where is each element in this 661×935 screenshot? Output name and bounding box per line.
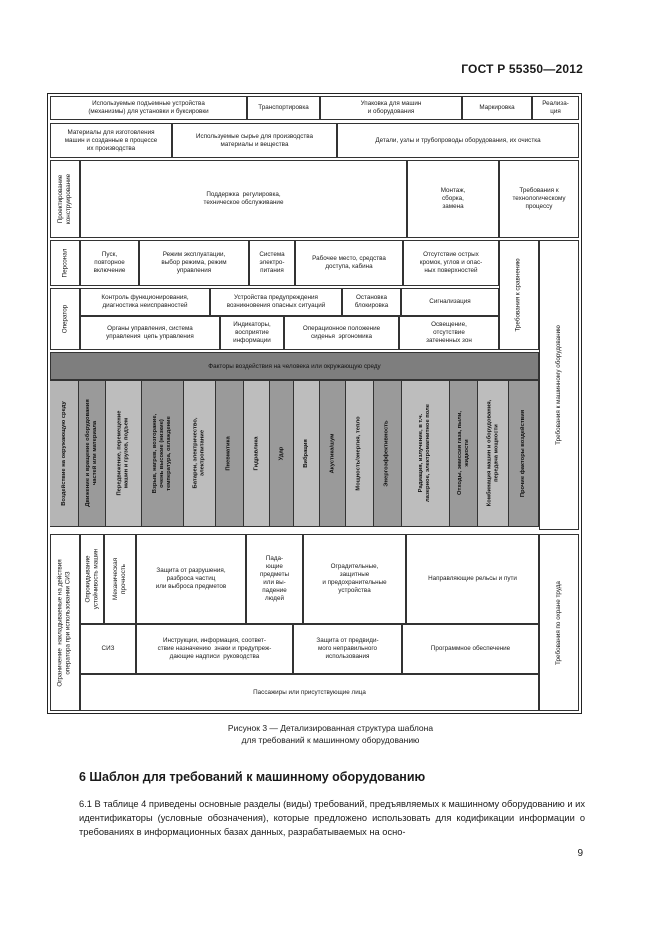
factor-column: Акустика/шум (320, 380, 346, 526)
factor-column: Радиация, излучение, в т.ч. лазерное, электромагнитное поле (402, 380, 450, 526)
diagnostics-cell: Контроль функционирования, диагностика неисправностей (80, 288, 210, 316)
factor-column: Прочие факторы воздействия (509, 380, 539, 526)
factor-column: Батареи, электричество, электропитание (184, 380, 216, 526)
factor-column: Энергоэффективность (374, 380, 402, 526)
rails-cell: Направляющие рельсы и пути (406, 534, 539, 624)
raw-materials-cell: Используемые сырье для производства материалы и вещества (172, 123, 337, 158)
parts-cell: Детали, узлы и трубопроводы оборудования, их очистка (337, 123, 579, 158)
instructions-cell: Инструкции, информация, соответ- ствие назначению знаки и предупреж- дающие надписи руководства (136, 624, 293, 674)
software-cell: Программное обеспечение (402, 624, 539, 674)
comparison-requirements-label: Требования к сравнению (499, 240, 539, 350)
transport-cell: Транспортировка (247, 96, 320, 120)
factors-top-line (50, 380, 539, 381)
factor-column: Воздействие на окружающую среду (50, 380, 79, 526)
caption-line-1: Рисунок 3 — Детализированная структура шаблона (227, 723, 434, 733)
caption-line-2: для требований к машинному оборудованию (241, 735, 420, 745)
startup-cell: Пуск, повторное включение (80, 240, 139, 286)
labor-protection-label: Требования по охране труда (539, 534, 579, 711)
page-number: 9 (577, 848, 583, 859)
lifting-devices-cell: Используемые подъемные устройства (механизмы) для установки и буксировки (50, 96, 247, 120)
factor-column: Отходы, эмиссия газа, пыли, жидкости (450, 380, 478, 526)
stop-cell: Остановка блокировка (342, 288, 401, 316)
mechanical-strength-label: Механическая прочность (104, 534, 136, 624)
ppe-cell: СИЗ (80, 624, 136, 674)
factors-bar: Факторы воздействия на человека или окружающую среду (50, 352, 539, 380)
seat-ergonomics-cell: Операционное положение сиденья эргономика (284, 316, 399, 350)
factor-column: Передвижение, перемещение машин и грузов, подъем (106, 380, 142, 526)
sharp-edges-cell: Отсутствие острых кромок, углов и опас- ных поверхностей (403, 240, 499, 286)
factor-column: Взрыв, нагрев, возгорание, очень высокие (низкие) температура, охлаждение (142, 380, 184, 526)
controls-cell: Органы управления, система управления цепь управления (80, 316, 220, 350)
stability-label: Опрокидывание устойчивость машин (80, 534, 104, 624)
misuse-protection-cell: Защита от предвиди- мого неправильного использования (293, 624, 402, 674)
tech-process-cell: Требования к технологическому процессу (499, 160, 579, 238)
signaling-cell: Сигнализация (401, 288, 499, 316)
fragment-protection-cell: Защита от разрушения, разброса частиц или выброса предметов (136, 534, 246, 624)
personnel-side-label: Персонал (50, 240, 80, 286)
indicators-cell: Индикаторы, восприятие информации (220, 316, 284, 350)
passengers-cell: Пассажиры или присутствующие лица (80, 674, 539, 711)
materials-cell: Материалы для изготовления машин и созданные в процессе их производства (50, 123, 172, 158)
factors-bottom-line (50, 526, 539, 527)
guards-cell: Оградительные, защитные и предохранительные устройства (303, 534, 406, 624)
marking-cell: Маркировка (462, 96, 532, 120)
maintenance-cell: Поддержка регулировка, техническое обслуживание (80, 160, 407, 238)
sales-cell: Реализа- ция (532, 96, 579, 120)
workplace-cell: Рабочее место, средства доступа, кабина (295, 240, 403, 286)
factor-column: Движение и вращение оборудования частей или материала (79, 380, 106, 526)
design-side-label: Проектирование конструирование (50, 160, 80, 238)
section-paragraph: 6.1 В таблице 4 приведены основные разделы (виды) требований, предъявляемых к машинному оборудованию и их идентификаторы (условные обозначения), которые предложено использовать для кодификации информации о требованиях в информационных базах данных, разрабатываемых на осно- (79, 799, 585, 837)
section-heading: 6 Шаблон для требований к машинному оборудованию (79, 770, 426, 784)
figure-caption (0, 722, 661, 746)
operator-side-label: Оператор (50, 288, 80, 350)
mounting-cell: Монтаж, сборка, замена (407, 160, 499, 238)
machine-requirements-label: Требования к машинному оборудованию (539, 240, 579, 530)
factor-column: Вибрация (294, 380, 320, 526)
lighting-cell: Освещение, отсутствие затененных зон (399, 316, 499, 350)
power-supply-cell: Система электро- питания (249, 240, 295, 286)
document-id: ГОСТ Р 55350—2012 (461, 62, 583, 76)
restrictions-side-label: Ограничение накладываемые на действия оператора при использовании СИЗ (50, 534, 80, 711)
factor-column: Гидравлика (244, 380, 270, 526)
factor-column: Удар (270, 380, 294, 526)
factor-column: Мощность/энергия, тепло (346, 380, 374, 526)
factor-column: Комбинация машин и оборудования, передача мощности (478, 380, 509, 526)
packaging-cell: Упаковка для машин и оборудования (320, 96, 462, 120)
factor-column: Пневматика (216, 380, 244, 526)
warning-devices-cell: Устройства предупреждения возникновения опасных ситуаций (210, 288, 342, 316)
falling-objects-cell: Пада- ющие предметы или вы- падение людей (246, 534, 303, 624)
operation-mode-cell: Режим эксплуатации, выбор режима, режим управления (139, 240, 249, 286)
